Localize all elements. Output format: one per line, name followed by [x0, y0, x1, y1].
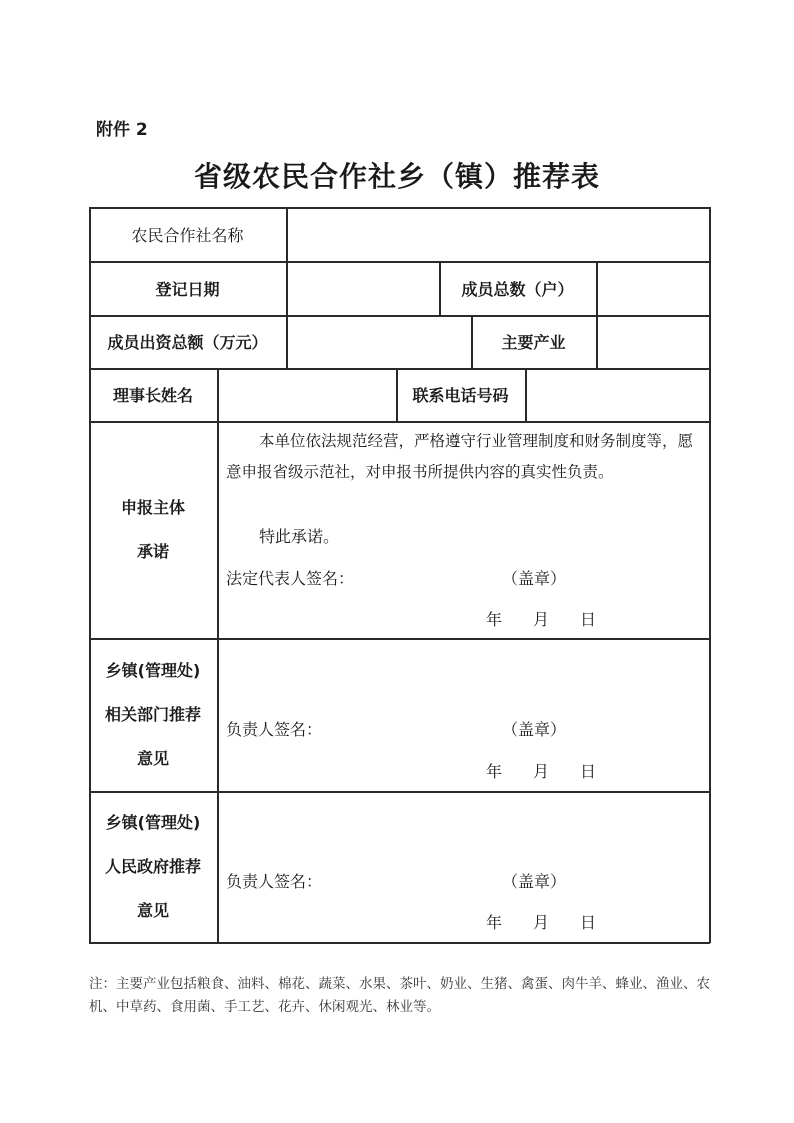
- capital-field[interactable]: [288, 317, 470, 367]
- table-border-bottom: [89, 942, 710, 944]
- commitment-label: [89, 421, 217, 638]
- commitment-seal: （盖章）: [502, 569, 567, 588]
- dept-day: 日: [580, 762, 597, 781]
- dept-opinion-label-line1: 乡镇(管理处): [105, 660, 201, 680]
- table-border-right: [709, 207, 711, 943]
- dept-opinion-label-line2: 相关部门推荐: [104, 704, 201, 724]
- dept-year: 年: [486, 762, 503, 781]
- gov-year: 年: [486, 913, 503, 932]
- members-field[interactable]: [598, 263, 708, 314]
- commitment-special: 特此承诺。: [259, 527, 340, 546]
- reg-date-field[interactable]: [288, 263, 438, 314]
- commitment-year: 年: [486, 610, 503, 629]
- dept-opinion-label-line3: 意见: [136, 748, 169, 768]
- page-title: 省级农民合作社乡（镇）推荐表: [193, 160, 600, 193]
- commitment-month: 月: [533, 610, 550, 629]
- attachment-label: 附件 2: [96, 120, 148, 140]
- coop-name-field[interactable]: [288, 209, 708, 260]
- gov-seal: （盖章）: [502, 872, 567, 891]
- phone-label: 联系电话号码: [412, 386, 509, 405]
- gov-opinion-label-line3: 意见: [136, 900, 169, 920]
- footnote: 注：主要产业包括粮食、油料、棉花、蔬菜、水果、茶叶、奶业、生猪、禽蛋、肉牛羊、蜂业、渔业、农机、中草药、食用菌、手工艺、花卉、休闲观光、林业等。: [89, 976, 710, 1015]
- recommendation-form-table: [89, 207, 710, 943]
- commitment-day: 日: [580, 610, 597, 629]
- industry-field[interactable]: [598, 317, 708, 367]
- gov-month: 月: [533, 913, 550, 932]
- chairman-field[interactable]: [219, 370, 395, 420]
- industry-label: 主要产业: [501, 333, 566, 352]
- col-divider: [217, 421, 219, 943]
- reg-date-label: 登记日期: [155, 279, 220, 299]
- dept-seal: （盖章）: [502, 720, 567, 739]
- dept-sign-label: 负责人签名：: [226, 720, 323, 739]
- gov-sign-label: 负责人签名：: [226, 872, 323, 891]
- dept-opinion-label: [89, 638, 217, 791]
- gov-opinion-label-line1: 乡镇(管理处): [105, 812, 201, 832]
- phone-field[interactable]: [527, 370, 708, 420]
- gov-opinion-label-line2: 人民政府推荐: [104, 856, 201, 876]
- coop-name-label: 农民合作社名称: [131, 225, 244, 245]
- capital-label: 成员出资总额（万元）: [107, 333, 268, 352]
- gov-day: 日: [580, 913, 597, 932]
- chairman-label: 理事长姓名: [112, 386, 193, 405]
- commitment-label-line1: 申报主体: [120, 497, 185, 517]
- gov-opinion-label: [89, 791, 217, 942]
- commitment-label-line2: 承诺: [136, 541, 169, 561]
- commitment-text: 本单位依法规范经营，严格遵守行业管理制度和财务制度等，愿意申报省级示范社，对申报书所提供内容的真实性负责。: [226, 432, 694, 481]
- legal-rep-sign-label: 法定代表人签名：: [226, 569, 355, 588]
- members-label: 成员总数（户）: [461, 279, 574, 299]
- dept-month: 月: [533, 762, 550, 781]
